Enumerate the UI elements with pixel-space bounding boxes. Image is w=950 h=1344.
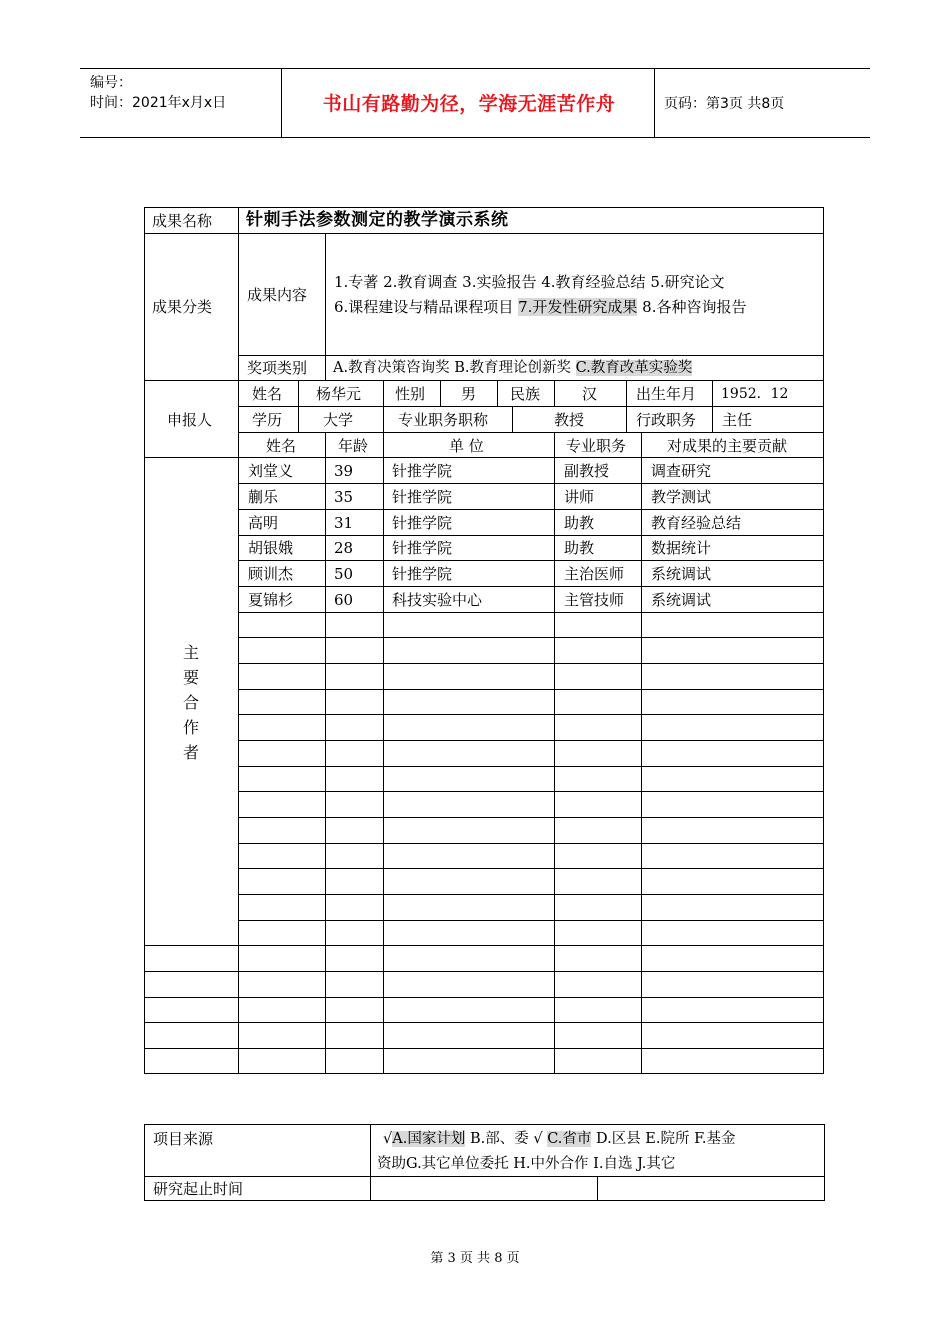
collab-age: 35 bbox=[334, 488, 354, 506]
applicant-birth-label: 出生年月 bbox=[636, 385, 697, 403]
collab-age: 31 bbox=[334, 514, 354, 532]
header-motto: 书山有路勤为径，学海无涯苦作舟 bbox=[322, 93, 616, 115]
research-period-label: 研究起止时间 bbox=[153, 1180, 244, 1198]
collab-position: 助教 bbox=[564, 514, 595, 532]
content-options-line1: 1.专著 2.教育调查 3.实验报告 4.教育经验总结 5.研究论文 bbox=[334, 273, 725, 291]
award-options: A.教育决策咨询奖 B.教育理论创新奖 C.教育改革实验奖 bbox=[333, 360, 693, 376]
header-divider bbox=[654, 69, 655, 137]
collab-position: 主管技师 bbox=[564, 591, 625, 609]
award-label: 奖项类别 bbox=[247, 359, 308, 377]
collab-age: 60 bbox=[334, 591, 354, 609]
collab-name: 胡银娥 bbox=[248, 539, 294, 557]
applicant-gender-label: 性别 bbox=[395, 385, 426, 403]
applicant-title-label: 专业职务职称 bbox=[398, 411, 489, 429]
source-options-line2: 资助G.其它单位委托 H.中外合作 I.自选 J.其它 bbox=[377, 1156, 676, 1172]
collab-unit: 针推学院 bbox=[392, 488, 453, 506]
collab-contribution: 系统调试 bbox=[651, 565, 712, 583]
applicant-edu: 大学 bbox=[323, 411, 354, 429]
collab-contribution: 教育经验总结 bbox=[651, 514, 742, 532]
applicant-ethnic: 汉 bbox=[582, 385, 598, 403]
collab-header-position: 专业职务 bbox=[566, 437, 627, 455]
applicant-gender: 男 bbox=[461, 385, 477, 403]
collab-age: 28 bbox=[334, 539, 354, 557]
applicant-edu-label: 学历 bbox=[252, 411, 283, 429]
content-label: 成果内容 bbox=[247, 286, 308, 304]
collab-name: 刘堂义 bbox=[248, 462, 294, 480]
selected-content-option: 7.开发性研究成果 bbox=[518, 298, 638, 316]
collab-age: 39 bbox=[334, 462, 354, 480]
applicant-name: 杨华元 bbox=[316, 385, 362, 403]
source-label: 项目来源 bbox=[153, 1130, 214, 1148]
collab-name: 蒯乐 bbox=[248, 488, 279, 506]
collab-position: 副教授 bbox=[564, 462, 610, 480]
applicant-title: 教授 bbox=[554, 411, 585, 429]
achievement-title: 针刺手法参数测定的教学演示系统 bbox=[246, 210, 509, 230]
collab-header-contribution: 对成果的主要贡献 bbox=[667, 437, 788, 455]
doc-time-label: 时间：2021年x月x日 bbox=[90, 95, 227, 111]
collab-section-label: 主要合作者 bbox=[182, 643, 199, 762]
collab-position: 主治医师 bbox=[564, 565, 625, 583]
collab-contribution: 调查研究 bbox=[651, 462, 712, 480]
collab-header-age: 年龄 bbox=[338, 437, 369, 455]
collab-name: 顾训杰 bbox=[248, 565, 294, 583]
collab-position: 助教 bbox=[564, 539, 595, 557]
collab-contribution: 数据统计 bbox=[651, 539, 712, 557]
content-options-line2: 6.课程建设与精品课程项目 7.开发性研究成果 8.各种咨询报告 bbox=[334, 298, 747, 316]
selected-award-option: C.教育改革实验奖 bbox=[575, 360, 693, 376]
collab-header-name: 姓名 bbox=[266, 437, 297, 455]
header-divider bbox=[281, 69, 282, 137]
collab-header-unit: 单 位 bbox=[449, 437, 484, 455]
collab-unit: 针推学院 bbox=[392, 462, 453, 480]
selected-source-province: C.省市 bbox=[547, 1131, 592, 1147]
collab-unit: 针推学院 bbox=[392, 514, 453, 532]
applicant-label: 申报人 bbox=[167, 411, 213, 429]
applicant-admin: 主任 bbox=[722, 411, 753, 429]
applicant-name-label: 姓名 bbox=[252, 385, 283, 403]
applicant-ethnic-label: 民族 bbox=[510, 385, 541, 403]
selected-source-national: A.国家计划 bbox=[392, 1131, 466, 1147]
header-page-number: 页码：第3页 共8页 bbox=[664, 96, 785, 112]
doc-number-label: 编号： bbox=[90, 75, 132, 91]
category-label: 成果分类 bbox=[152, 298, 213, 316]
collab-position: 讲师 bbox=[564, 488, 595, 506]
source-options-line1: √A.国家计划 B.部、委 √ C.省市 D.区县 E.院所 F.基金 bbox=[383, 1131, 736, 1147]
header-meta bbox=[90, 73, 226, 113]
collab-unit: 科技实验中心 bbox=[392, 591, 483, 609]
page-header bbox=[80, 68, 870, 138]
collab-name: 高明 bbox=[248, 514, 279, 532]
collab-unit: 针推学院 bbox=[392, 565, 453, 583]
page-footer: 第 3 页 共 8 页 bbox=[430, 1251, 520, 1266]
applicant-admin-label: 行政职务 bbox=[636, 411, 697, 429]
collab-name: 夏锦杉 bbox=[248, 591, 294, 609]
collab-contribution: 系统调试 bbox=[651, 591, 712, 609]
title-label: 成果名称 bbox=[152, 212, 213, 230]
collab-unit: 针推学院 bbox=[392, 539, 453, 557]
applicant-birth: 1952．12 bbox=[721, 386, 789, 402]
collab-contribution: 教学测试 bbox=[651, 488, 712, 506]
collab-age: 50 bbox=[334, 565, 354, 583]
